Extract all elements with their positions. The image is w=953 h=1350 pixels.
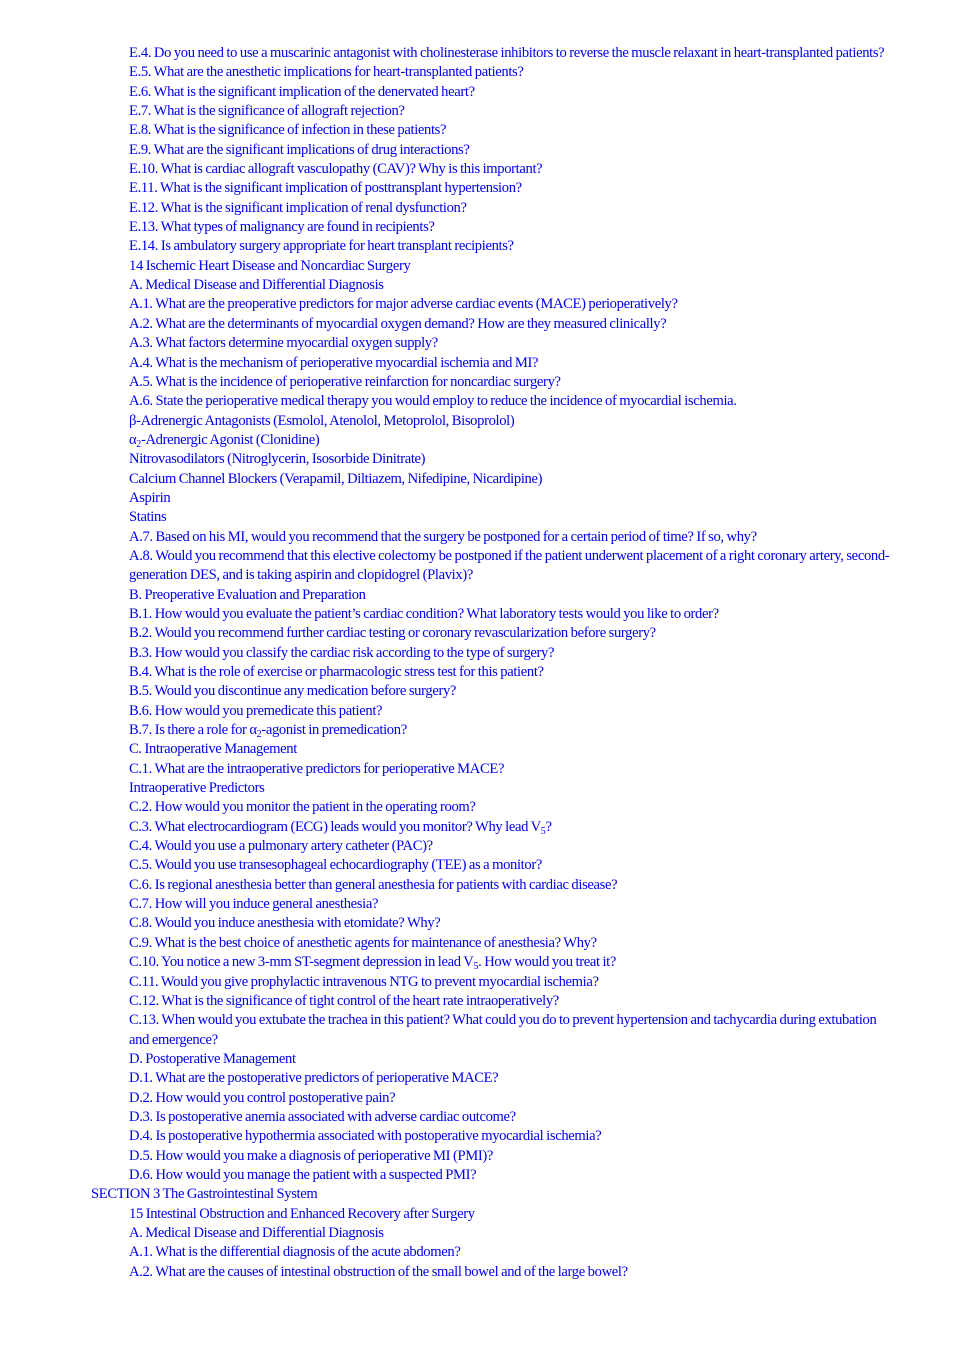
toc-entry-link[interactable]: [0, 160, 953, 179]
toc-entry-text: B.5. Would you discontinue any medication before surgery?: [129, 683, 457, 700]
toc-entry-text: E.13. What types of malignancy are found in recipients?: [129, 219, 435, 236]
toc-entry-link[interactable]: [0, 798, 953, 817]
toc-entry-text: C.1. What are the intraoperative predictors for perioperative MACE?: [129, 760, 505, 777]
toc-entry-link[interactable]: [0, 973, 953, 992]
toc-entry-link[interactable]: [0, 315, 953, 334]
toc-entry-text: D.4. Is postoperative hypothermia associated with postoperative myocardial ischemia?: [129, 1128, 602, 1145]
toc-entry-text: Calcium Channel Blockers (Verapamil, Diltiazem, Nifedipine, Nicardipine): [129, 470, 543, 487]
table-of-contents: [0, 44, 953, 1282]
toc-entry-link[interactable]: [0, 953, 953, 972]
toc-entry-text: D.5. How would you make a diagnosis of perioperative MI (PMI)?: [129, 1147, 494, 1164]
toc-entry-link[interactable]: [0, 276, 953, 295]
toc-entry-link[interactable]: [0, 1263, 953, 1282]
toc-entry-link[interactable]: [0, 914, 953, 933]
toc-entry-link[interactable]: [0, 1147, 953, 1166]
toc-entry-text: A.1. What are the preoperative predictors for major adverse cardiac events (MACE) perioperatively?: [129, 296, 678, 313]
toc-entry-text: A.6. State the perioperative medical therapy you would employ to reduce the incidence of myocardial ischemia.: [129, 393, 737, 410]
toc-entry-link[interactable]: [0, 586, 953, 605]
toc-entry-text: B.2. Would you recommend further cardiac testing or coronary revascularization before surgery?: [129, 625, 656, 642]
toc-entry-link[interactable]: [0, 547, 891, 586]
toc-entry-link[interactable]: [0, 1243, 953, 1262]
toc-entry-text: C.3. What electrocardiogram (ECG) leads would you monitor? Why lead V: [129, 818, 541, 835]
toc-entry-link[interactable]: [0, 334, 953, 353]
toc-entry-link[interactable]: [0, 412, 953, 431]
toc-entry-text-suffix: . How would you treat it?: [478, 954, 616, 971]
toc-entry-text: E.4. Do you need to use a muscarinic antagonist with cholinesterase inhibitors to reverse the muscle relaxant in heart-transplanted patients?: [129, 45, 885, 61]
toc-entry-text: SECTION 3 The Gastrointestinal System: [91, 1186, 318, 1203]
toc-entry-link[interactable]: [0, 1127, 953, 1146]
toc-entry-text: Nitrovasodilators (Nitroglycerin, Isosorbide Dinitrate): [129, 451, 426, 468]
toc-entry-text: A.2. What are the causes of intestinal obstruction of the small bowel and of the large bowel?: [129, 1263, 628, 1280]
toc-entry-text: β-Adrenergic Antagonists (Esmolol, Atenolol, Metoprolol, Bisoprolol): [129, 412, 515, 429]
toc-entry-link[interactable]: [0, 528, 953, 547]
toc-entry-link[interactable]: [0, 179, 953, 198]
toc-entry-subscript: 2: [136, 438, 141, 450]
toc-entry-link[interactable]: [0, 605, 953, 624]
toc-entry-text: A.2. What are the determinants of myocardial oxygen demand? How are they measured clinically?: [129, 315, 667, 332]
toc-entry-link[interactable]: [0, 83, 953, 102]
toc-entry-text: Statins: [129, 509, 167, 526]
toc-entry-text: A.1. What is the differential diagnosis of the acute abdomen?: [129, 1244, 461, 1261]
toc-entry-text: A.8. Would you recommend that this elective colectomy be postponed if the patient underwent placement of a right coronary artery, second-generation DES, and is taking aspirin and clopidogrel (Plavix)?: [129, 547, 890, 584]
toc-entry-link[interactable]: [0, 373, 953, 392]
toc-entry-text: C.12. What is the significance of tight control of the heart rate intraoperatively?: [129, 992, 559, 1009]
toc-entry-link[interactable]: [0, 818, 953, 837]
toc-entry-text: E.8. What is the significance of infection in these patients?: [129, 122, 447, 139]
toc-entry-text-suffix: -agonist in premedication?: [261, 722, 407, 739]
toc-entry-text: A. Medical Disease and Differential Diagnosis: [129, 277, 384, 294]
toc-entry-link[interactable]: [0, 237, 953, 256]
toc-entry-link[interactable]: [0, 44, 891, 63]
toc-entry-text: E.5. What are the anesthetic implications for heart-transplanted patients?: [129, 64, 524, 81]
toc-entry-link[interactable]: [0, 1011, 891, 1050]
toc-entry-link[interactable]: [0, 63, 953, 82]
toc-entry-subscript: 2: [256, 729, 262, 741]
toc-entry-text-suffix: ?: [545, 818, 552, 835]
toc-entry-text: C.11. Would you give prophylactic intravenous NTG to prevent myocardial ischemia?: [129, 973, 599, 990]
toc-entry-text: A.4. What is the mechanism of perioperative myocardial ischemia and MI?: [129, 354, 539, 371]
toc-entry-link[interactable]: [0, 895, 953, 914]
toc-entry-text: Aspirin: [129, 489, 171, 506]
toc-entry-link[interactable]: [0, 760, 953, 779]
toc-entry-text: B.4. What is the role of exercise or pharmacologic stress test for this patient?: [129, 664, 544, 680]
toc-entry-text: B.6. How would you premedicate this patient?: [129, 702, 383, 719]
toc-entry-text: 14 Ischemic Heart Disease and Noncardiac Surgery: [129, 257, 411, 274]
toc-entry-text: E.6. What is the significant implication of the denervated heart?: [129, 83, 475, 100]
toc-entry-text: D.2. How would you control postoperative pain?: [129, 1089, 396, 1106]
toc-entry-text: C.2. How would you monitor the patient in the operating room?: [129, 799, 476, 816]
toc-entry-link[interactable]: [0, 1069, 953, 1088]
toc-section-link[interactable]: [0, 1185, 953, 1204]
toc-entry-link[interactable]: [0, 1205, 953, 1224]
toc-entry-text: C.7. How will you induce general anesthesia?: [129, 896, 379, 913]
toc-entry-text: A.3. What factors determine myocardial oxygen supply?: [129, 335, 438, 352]
toc-entry-link[interactable]: [0, 644, 953, 663]
toc-entry-text: 15 Intestinal Obstruction and Enhanced Recovery after Surgery: [129, 1205, 475, 1222]
toc-entry-link[interactable]: [0, 218, 953, 237]
toc-entry-link[interactable]: [0, 121, 953, 140]
toc-entry-text: α: [129, 431, 137, 448]
toc-entry-link[interactable]: [0, 1224, 953, 1243]
toc-entry-text: C.10. You notice a new 3-mm ST-segment depression in lead V: [129, 954, 474, 971]
toc-entry-link[interactable]: [0, 295, 953, 314]
toc-entry-link[interactable]: [0, 934, 953, 953]
toc-entry-link[interactable]: [0, 682, 953, 701]
toc-entry-text-suffix: -Adrenergic Agonist (Clonidine): [140, 431, 320, 448]
toc-entry-link[interactable]: [0, 837, 953, 856]
toc-entry-text: E.7. What is the significance of allograft rejection?: [129, 103, 405, 120]
toc-entry-text: E.12. What is the significant implication of renal dysfunction?: [129, 199, 467, 216]
toc-entry-text: Intraoperative Predictors: [129, 780, 265, 797]
toc-entry-text: C. Intraoperative Management: [129, 741, 297, 758]
toc-entry-text: B.3. How would you classify the cardiac risk according to the type of surgery?: [129, 644, 555, 661]
toc-entry-link[interactable]: [0, 102, 953, 121]
toc-entry-text: A.7. Based on his MI, would you recommend that the surgery be postponed for a certain period of time? If so, why?: [129, 528, 757, 545]
toc-entry-text: D.6. How would you manage the patient with a suspected PMI?: [129, 1166, 477, 1183]
toc-entry-link[interactable]: [0, 470, 953, 489]
toc-entry-text: C.6. Is regional anesthesia better than general anesthesia for patients with cardiac disease?: [129, 876, 618, 893]
toc-entry-link[interactable]: [0, 876, 953, 895]
toc-entry-text: D.1. What are the postoperative predictors of perioperative MACE?: [129, 1070, 499, 1087]
toc-entry-link[interactable]: [0, 431, 953, 450]
toc-entry-link[interactable]: [0, 354, 953, 373]
toc-entry-text: E.11. What is the significant implication of posttransplant hypertension?: [129, 180, 522, 197]
toc-entry-link[interactable]: [0, 992, 953, 1011]
toc-entry-text: D.3. Is postoperative anemia associated with adverse cardiac outcome?: [129, 1108, 516, 1125]
toc-entry-text: C.9. What is the best choice of anesthetic agents for maintenance of anesthesia? Why?: [129, 934, 597, 951]
toc-entry-link[interactable]: [0, 856, 953, 875]
toc-entry-text: A.5. What is the incidence of perioperative reinfarction for noncardiac surgery?: [129, 373, 561, 390]
toc-entry-text: B. Preoperative Evaluation and Preparation: [129, 586, 366, 603]
toc-entry-text: B.1. How would you evaluate the patient’s cardiac condition? What laboratory tests would you like to order?: [129, 605, 719, 622]
toc-entry-link[interactable]: [0, 1166, 953, 1185]
toc-entry-link[interactable]: [0, 1050, 953, 1069]
toc-entry-text: E.10. What is cardiac allograft vasculopathy (CAV)? Why is this important?: [129, 161, 543, 178]
toc-entry-link[interactable]: [0, 624, 953, 643]
toc-entry-link[interactable]: [0, 779, 953, 798]
toc-entry-link[interactable]: [0, 508, 953, 527]
toc-entry-text: C.4. Would you use a pulmonary artery catheter (PAC)?: [129, 838, 433, 855]
toc-entry-link[interactable]: [0, 721, 953, 740]
toc-entry-link[interactable]: [0, 141, 953, 160]
toc-entry-link[interactable]: [0, 740, 953, 759]
toc-entry-link[interactable]: [0, 663, 953, 682]
toc-entry-link[interactable]: [0, 1089, 953, 1108]
toc-entry-link[interactable]: [0, 199, 953, 218]
toc-entry-text: D. Postoperative Management: [129, 1050, 296, 1067]
toc-entry-text: A. Medical Disease and Differential Diagnosis: [129, 1224, 384, 1241]
toc-entry-link[interactable]: [0, 702, 953, 721]
toc-entry-subscript: 5: [473, 961, 479, 973]
toc-entry-text: E.14. Is ambulatory surgery appropriate for heart transplant recipients?: [129, 238, 514, 255]
toc-entry-link[interactable]: [0, 489, 953, 508]
toc-entry-link[interactable]: [0, 450, 953, 469]
toc-entry-text: E.9. What are the significant implications of drug interactions?: [129, 141, 470, 158]
toc-entry-link[interactable]: [0, 257, 953, 276]
toc-entry-text: B.7. Is there a role for α: [129, 722, 257, 739]
toc-entry-link[interactable]: [0, 392, 953, 411]
toc-entry-text: C.13. When would you extubate the trachea in this patient? What could you do to prevent hypertension and tachycardia during extubation and emergence?: [129, 1012, 877, 1048]
toc-entry-text: C.8. Would you induce anesthesia with etomidate? Why?: [129, 915, 441, 932]
toc-entry-text: C.5. Would you use transesophageal echocardiography (TEE) as a monitor?: [129, 857, 542, 874]
toc-entry-subscript: 5: [540, 825, 546, 837]
toc-entry-link[interactable]: [0, 1108, 953, 1127]
